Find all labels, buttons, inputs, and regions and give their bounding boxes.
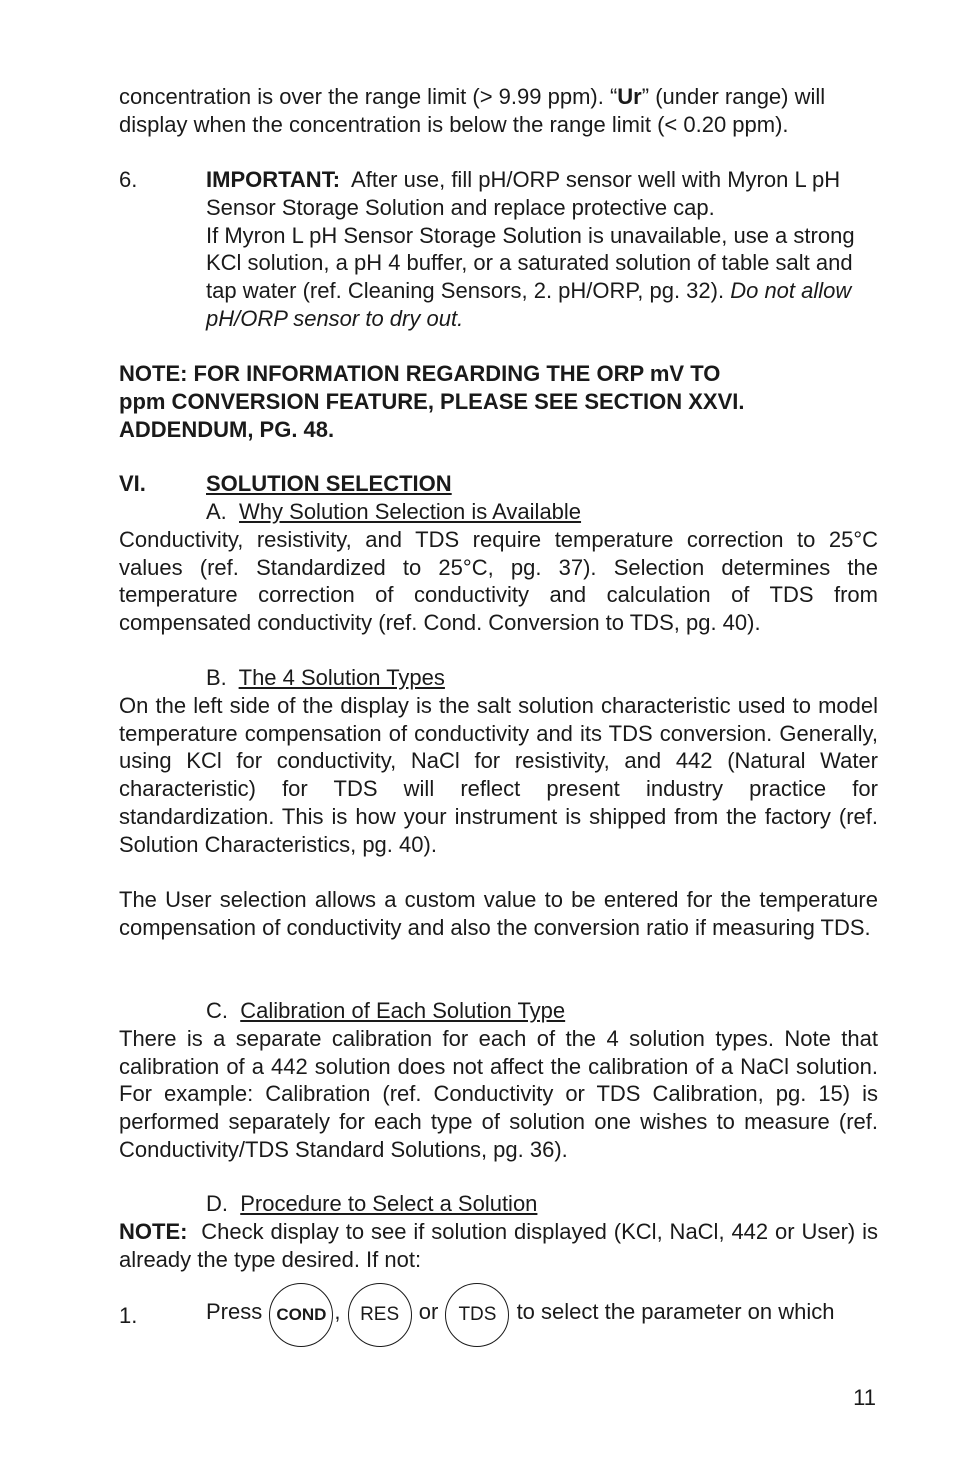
tds-button: TDS bbox=[445, 1283, 509, 1347]
orp-note-line-3: ADDENDUM, PG. 48. bbox=[119, 416, 335, 442]
press-text: Press bbox=[206, 1299, 263, 1325]
step-1-body bbox=[206, 1283, 835, 1347]
subsection-a-title: Why Solution Selection is Available bbox=[239, 499, 582, 524]
orp-note bbox=[119, 360, 878, 443]
subsection-d-letter: D. bbox=[206, 1191, 228, 1216]
section-title: SOLUTION SELECTION bbox=[206, 471, 452, 496]
step-1-text: to select the parameter on which bbox=[516, 1299, 835, 1325]
orp-note-line-1: NOTE: FOR INFORMATION REGARDING THE ORP mV TO bbox=[119, 361, 721, 386]
subsection-d bbox=[119, 1190, 878, 1273]
subsection-b-body-2: The User selection allows a custom value to be entered for the temperature compensation of conductivity and also the conversion ratio if measuring TDS. bbox=[119, 887, 878, 941]
step-1-number: 1. bbox=[119, 1303, 138, 1328]
res-button: RES bbox=[348, 1283, 412, 1347]
subsection-c-heading bbox=[119, 997, 878, 1025]
item-6-number: 6. bbox=[119, 167, 138, 192]
item-6 bbox=[119, 166, 878, 333]
subsection-c-title: Calibration of Each Solution Type bbox=[240, 998, 566, 1023]
intro-paragraph bbox=[119, 83, 878, 139]
important-label: IMPORTANT: bbox=[206, 167, 341, 192]
intro-text-end: ” (under range) will display when the concentration is below the range limit (< 0.20 ppm). bbox=[119, 84, 826, 137]
subsection-d-note bbox=[119, 1218, 878, 1274]
comma-text: , bbox=[334, 1299, 341, 1325]
subsection-c bbox=[119, 997, 878, 1164]
section-heading bbox=[119, 470, 878, 498]
subsection-a-letter: A. bbox=[206, 499, 227, 524]
orp-note-line-2: ppm CONVERSION FEATURE, PLEASE SEE SECTION XXVI. bbox=[119, 388, 745, 414]
note-label: NOTE: bbox=[119, 1218, 188, 1244]
subsection-b-body-1: On the left side of the display is the salt solution characteristic used to model temperature compensation of conductivity and its TDS conversion. Generally, using KCl for conductivity, NaCl for resistivity, and 442 (Natural Water characteristic) for TDS will reflect present industry practice for standardization. This is how your instrument is shipped from the factory (ref. Solution Characteristics, pg. 40). bbox=[119, 692, 878, 857]
note-text: Check display to see if solution displayed (KCl, NaCl, 442 or User) is already the type desired. If not: bbox=[119, 1218, 878, 1272]
item-6-body bbox=[206, 166, 878, 333]
subsection-b-heading bbox=[119, 664, 878, 692]
subsection-a-body: Conductivity, resistivity, and TDS require temperature correction to 25°C values (ref. Standardized to 25°C, pg. 37). Selection determines the temperature correction of conductivity and calculation of TDS from compensated conductivity (ref. Cond. Conversion to TDS, pg. 40). bbox=[119, 526, 878, 636]
or-text: or bbox=[418, 1299, 439, 1325]
subsection-c-letter: C. bbox=[206, 998, 228, 1023]
subsection-a-heading bbox=[119, 498, 878, 526]
subsection-d-heading bbox=[119, 1190, 878, 1218]
item-6-warning: Do not allow pH/ORP sensor to dry out. bbox=[206, 278, 852, 331]
page-number: 11 bbox=[853, 1385, 876, 1410]
step-1 bbox=[119, 1283, 899, 1353]
subsection-d-title: Procedure to Select a Solution bbox=[240, 1191, 538, 1216]
section-number: VI. bbox=[119, 471, 146, 496]
subsection-b-title: The 4 Solution Types bbox=[238, 665, 445, 690]
item-6-text-1: After use, fill pH/ORP sensor well with Myron L pH Sensor Storage Solution and replace protective cap. bbox=[206, 167, 841, 220]
subsection-b-letter: B. bbox=[206, 665, 227, 690]
under-range-code: Ur bbox=[617, 84, 642, 109]
item-6-text-2: If Myron L pH Sensor Storage Solution is unavailable, use a strong KCl solution, a pH 4 buffer, or a saturated solution of table salt and tap water (ref. Cleaning Sensors, 2. pH/ORP, pg. 32). bbox=[206, 222, 855, 304]
subsection-c-body: There is a separate calibration for each of the 4 solution types. Note that calibration of a 442 solution does not affect the calibration of a NaCl solution. For example: Calibration (ref. Conductivity or TDS Calibration, pg. 15) is performed separately for each type of solution one wishes to measure (ref. Conductivity/TDS Standard Solutions, pg. 36). bbox=[119, 1025, 878, 1162]
cond-button: COND bbox=[269, 1283, 333, 1347]
subsection-a bbox=[119, 498, 878, 637]
intro-text-start: concentration is over the range limit (> 9.99 ppm). “ bbox=[119, 84, 618, 109]
subsection-b bbox=[119, 664, 878, 942]
